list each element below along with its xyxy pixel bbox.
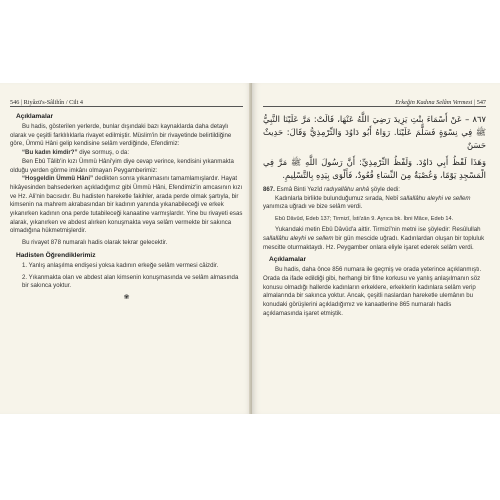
hadith-text <box>263 195 486 212</box>
lesson-item: 2. Yıkanmakta olan ve abdest alan kimsenin konuşmasında ve selâm almasında bir sakınca yoktur. <box>22 273 239 290</box>
hadith-intro-end: şöyle dedi: <box>369 186 400 193</box>
right-paragraph-b: Bu hadis, daha önce 856 numara ile geçmiş ve orada yeterince açıklanmıştı. Orada da ifade edildiği gibi, herhangi bir fitne korkusu ve yanlış anlaşılmanın söz konusu olmadığı hallerde kadınların erkeklere, erkeklerin kadınlara selâm verip almalarında bir sakınca yoktur. Ancak, çeşitli naslardan hareketle ulemânın bu konudaki görüşlerini açıkladığımız ve kanaatlerine 865 numaralı hadis açıklamasında işaret etmiştik. <box>263 266 482 317</box>
left-quote-2 <box>10 175 243 236</box>
arabic-text-2: وَهَذَا لَفْظُ أَبِي دَاوُدَ. وَلَفْظُ التِّرْمِذِيِّ: أَنَّ رَسُولَ اللَّهِ ﷺ مَرَّ فِي الْمَسْجِدِ يَوْمًا، وَعُصْبَةٌ مِنَ النِّسَاءِ قُعُودٌ، فَأَلْوَى بِيَدِهِ بِالتَّسْلِيمِ. <box>263 157 486 180</box>
right-paragraph-a-text: Yukarıdaki metin Ebû Dâvûd'a aittir. Tirmizî'nin metni ise şöyledir: Resûlullah <box>275 226 481 234</box>
hadith-intro-italic: radıyallâhu anhâ <box>324 186 370 193</box>
left-book-title: Riyâzü's-Sâlihîn / Cilt 4 <box>23 99 84 106</box>
right-header-text: Erkeğin Kadına Selâm Vermesi | 547 <box>395 99 486 106</box>
arabic-text-1: ٨٦٧ – عَنْ أَسْمَاءَ بِنْتِ يَزِيدَ رَضِيَ اللَّهُ عَنْهَا، قَالَتْ: مَرَّ عَلَيْنَا النَّبِيُّ ﷺ فِي نِسْوَةٍ فَسَلَّمَ عَلَيْنَا. رَوَاهُ أَبُو دَاوُدَ وَالتِّرْمِذِيُّ وَقَالَ: حَدِيثٌ حَسَنٌ <box>263 114 486 150</box>
right-chapter-title: Erkeğin Kadına Selâm Vermesi <box>395 99 473 106</box>
right-running-header <box>263 97 486 107</box>
left-paragraph-3: Bu rivayet 878 numaralı hadis olarak tekrar gelecektir. <box>22 239 168 247</box>
hadith-text-b: yanımıza uğradı ve bize selâm verdi. <box>263 203 363 211</box>
left-quote-2-bold: “Hoşgeldin Ümmü Hâni” <box>22 175 94 183</box>
left-quote-1 <box>10 149 243 158</box>
left-quote-1-bold: “Bu kadın kimdir?” <box>22 149 78 157</box>
hadith-number: 867. <box>263 186 275 193</box>
left-section-title: Açıklamalar <box>16 113 54 120</box>
left-paragraph-2: Ben Ebû Tâlib'in kızı Ümmü Hâni'yim diye cevap verince, kendisini yıkanmakta olduğu yerden görme imkânı olmayan Peygamberimiz: <box>10 157 234 174</box>
right-paragraph-a-italic: sallallâhu aleyhi ve sellem <box>263 234 334 242</box>
left-page-number: 546 <box>10 99 20 106</box>
left-quote-2-rest: dedikten sonra yıkanmasını tamamlamışlardır. Hayat hikâyesinden bahsederken açıkladığımız gibi Ümmü Hâni, Efendimiz'in amcasının kızı ve Hz. Ali'nin bacısıdır. Bu hadisten hareketle fakihler, arada perde olmak şartıyla, bir kimsenin na mahrem akrabasından bir kadının yanında yıkanabileceği ve erkek yıkanırken kadının ona perde tutabileceği kanaatine varmışlardır. Yine bu rivayeti esas alarak, yıkanırken ve abdest alırken konuşmakta veya selâm vermekte bir sakınca olmadığına hükmetmişlerdir. <box>10 175 243 235</box>
left-page <box>0 83 252 414</box>
right-page <box>252 83 500 414</box>
lesson-item: 1. Yanlış anlaşılma endişesi yoksa kadının erkeğe selâm vermesi câizdir. <box>22 261 219 269</box>
right-page-number: 547 <box>476 99 486 106</box>
left-paragraph-1: Bu hadis, gösterilen yerlerde, bunlar dışındaki bazı kaynaklarda daha detaylı olarak ve çeşitli farklılıklarla rivayet edilmiştir. Müslim'in bir rivayetinde belirtildiğine göre, Ümmü Hâni gelip kendisine selâm verdiğinde, Efendimiz: <box>10 123 232 148</box>
hadith-intro-text: Esmâ Binti Yezîd <box>274 186 324 193</box>
left-quote-1-rest: diye sormuş, o da: <box>77 149 130 157</box>
hadith-text-a: Kadınlarla birlikte bulunduğumuz sırada, Nebî <box>275 194 400 202</box>
right-section-title: Açıklamalar <box>269 256 307 264</box>
left-running-header <box>10 97 243 107</box>
right-paragraph-a-end: bir gün mescide uğradı. Kadınlardan oluşan bir topluluk mescitte oturmaktaydı. Hz. Peygamber onlara eliyle işaret ederek selâm verdi. <box>263 234 485 251</box>
right-paragraph-a <box>263 226 486 252</box>
left-header-text: 546 | Riyâzü's-Sâlihîn / Cilt 4 <box>10 99 84 106</box>
hadith-text-italic: sallallâhu aleyhi ve sellem <box>400 194 471 202</box>
lessons-list <box>10 262 243 291</box>
lessons-title: Hadisten Öğrendiklerimiz <box>16 251 96 259</box>
hadith-reference: Ebû Dâvûd, Edeb 137; Tirmizî, İsti'zân 9. Ayrıca bk. İbni Mâce, Edeb 14. <box>275 216 454 223</box>
flower-ornament-icon: ❀ <box>123 292 130 301</box>
hadith-intro <box>263 186 486 195</box>
